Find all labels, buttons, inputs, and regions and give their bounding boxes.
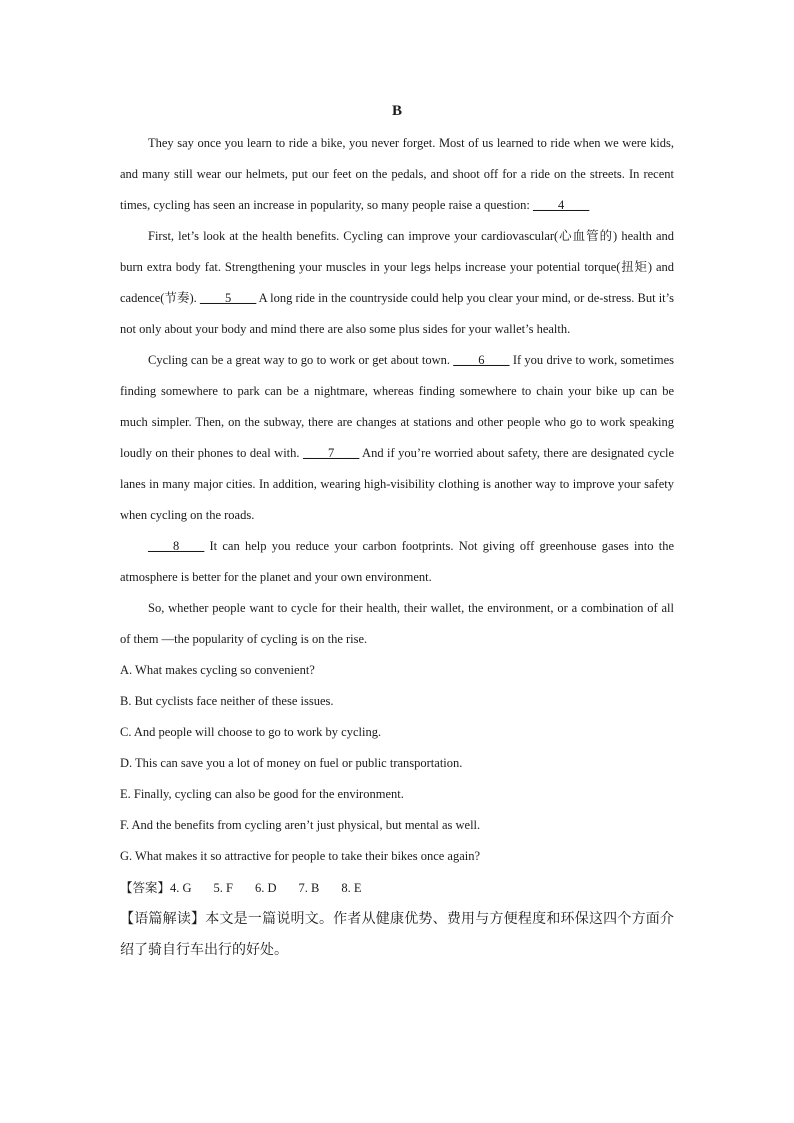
option-e: E. Finally, cycling can also be good for the environment.: [120, 787, 404, 801]
answer-item: 4. G: [170, 881, 192, 895]
option-d: D. This can save you a lot of money on fuel or public transportation.: [120, 756, 463, 770]
section-heading: B: [391, 103, 402, 119]
blank-4: ____4____: [532, 198, 590, 212]
paragraph-3-before: Cycling can be a great way to go to work or get about town.: [148, 353, 454, 367]
blank-7: ____7____: [303, 446, 360, 460]
option-f: F. And the benefits from cycling aren’t just physical, but mental as well.: [120, 818, 481, 832]
option-c: C. And people will choose to go to work by cycling.: [120, 725, 382, 739]
answer-label: 【答案】: [120, 880, 171, 895]
answer-item: 5. F: [213, 881, 233, 895]
answer-item: 8. E: [341, 881, 362, 895]
passage-body: [120, 128, 674, 966]
analysis-label: 【语篇解读】: [120, 911, 206, 927]
paragraph-1: [120, 128, 674, 221]
option-a: A. What makes cycling so convenient?: [120, 663, 315, 677]
blank-6: ____6____: [453, 353, 510, 367]
paragraph-5: So, whether people want to cycle for their health, their wallet, the environment, or a combination of all of them —the popularity of cycling is on the rise.: [120, 601, 674, 646]
analysis-text: 本文是一篇说明文。作者从健康优势、费用与方便程度和环保这四个方面介绍了骑自行车出行的好处。: [120, 911, 675, 958]
paragraph-1-text: They say once you learn to ride a bike, you never forget. Most of us learned to ride when we were kids, and many still wear our helmets, put our feet on the pedals, and shoot off for a ride on the streets. In recent times, cycling has seen an increase in popularity, so many people raise a question:: [120, 136, 674, 212]
option-b: B. But cyclists face neither of these issues.: [120, 694, 334, 708]
analysis-line: [120, 904, 674, 966]
paragraph-3-after: And if you’re worried about safety, there are designated cycle lanes in many major cities. In addition, wearing high-visibility clothing is another way to improve your safety when cycling on the roads.: [120, 446, 675, 522]
paragraph-3: [120, 345, 674, 531]
paragraph-2: [120, 221, 674, 345]
blank-5: ____5____: [199, 291, 257, 305]
paragraph-2-before: First, let’s look at the health benefits. Cycling can improve your cardiovascular(心血管的) health and burn extra body fat. Strengthening your muscles in your legs helps increase your potential torque(扭矩) and cadence(节奏).: [120, 229, 674, 305]
paragraph-2-after: A long ride in the countryside could help you clear your mind, or de-stress. But it’s not only about your body and mind there are also some plus sides for your wallet’s health.: [120, 291, 674, 336]
answer-item: 7. B: [298, 881, 320, 895]
paragraph-4-after: It can help you reduce your carbon footprints. Not giving off greenhouse gases into the atmosphere is better for the planet and your own environment.: [120, 539, 674, 584]
answer-line: [120, 872, 674, 904]
option-g: G. What makes it so attractive for people to take their bikes once again?: [120, 849, 481, 863]
blank-8: ____8____: [148, 539, 205, 553]
paragraph-4: [120, 531, 674, 593]
paragraph-3-middle: If you drive to work, sometimes finding somewhere to park can be a nightmare, whereas finding somewhere to chain your bike up can be much simpler. Then, on the subway, there are changes at stations and other people who go to work speaking loudly on their phones to deal with.: [120, 353, 675, 460]
answer-item: 6. D: [255, 881, 277, 895]
